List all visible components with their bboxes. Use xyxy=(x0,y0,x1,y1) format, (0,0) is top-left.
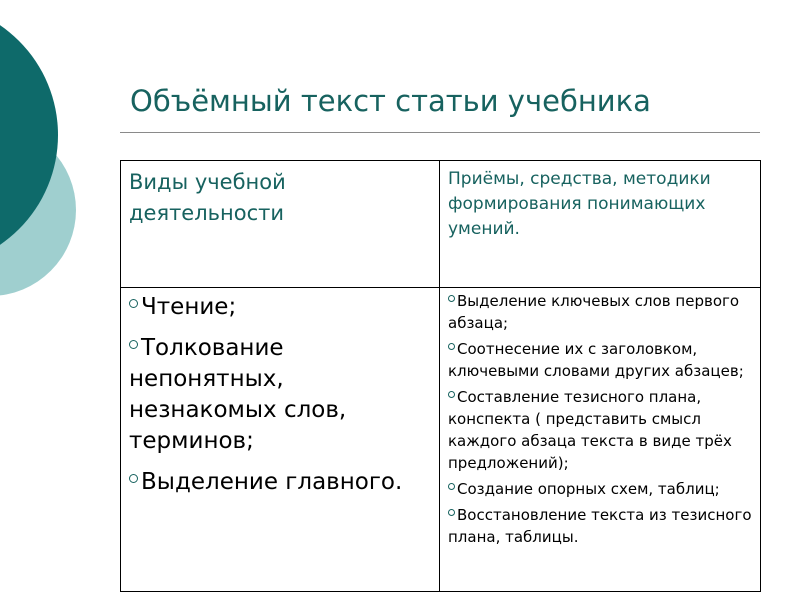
list-item xyxy=(448,338,754,382)
bullet-icon xyxy=(448,483,455,490)
methods-list xyxy=(440,288,760,548)
list-item-text: Создание опорных схем, таблиц; xyxy=(457,480,720,498)
slide-title: Объёмный текст статьи учебника xyxy=(130,84,651,118)
list-item-text: Толкование непонятных, незнакомых слов, терминов; xyxy=(129,335,347,454)
list-item-text: Чтение; xyxy=(141,294,237,320)
bullet-icon xyxy=(448,295,455,302)
methods-cell xyxy=(440,288,761,592)
bullet-icon xyxy=(448,391,455,398)
header-cell-activities xyxy=(121,161,440,288)
list-item-text: Выделение ключевых слов первого абзаца; xyxy=(448,292,740,332)
list-item xyxy=(448,504,754,548)
bullet-icon xyxy=(129,474,138,483)
header-cell-methods xyxy=(440,161,761,288)
bullet-icon xyxy=(448,509,455,516)
table-body-row xyxy=(121,288,761,592)
list-item-text: Восстановление текста из тезисного плана, таблицы. xyxy=(448,506,752,546)
list-item xyxy=(448,386,754,474)
content-table xyxy=(120,160,761,592)
header-methods-text: Приёмы, средства, методики формирования понимающих умений. xyxy=(448,169,711,239)
list-item-text: Соотнесение их с заголовком, ключевыми словами других абзацев; xyxy=(448,340,744,380)
list-item xyxy=(448,290,754,334)
bullet-icon xyxy=(129,340,138,349)
list-item xyxy=(129,467,433,498)
activities-cell xyxy=(121,288,440,592)
list-item-text: Выделение главного. xyxy=(141,469,403,495)
title-divider xyxy=(120,132,760,133)
list-item xyxy=(129,333,433,457)
list-item-text: Составление тезисного плана, конспекта ( представить смысл каждого абзаца текста в виде трёх предложений); xyxy=(448,388,732,472)
activities-list xyxy=(121,288,439,498)
bullet-icon xyxy=(448,343,455,350)
header-activities-text: Виды учебной деятельности xyxy=(129,170,286,225)
decorative-circles xyxy=(0,0,130,330)
bullet-icon xyxy=(129,299,138,308)
list-item xyxy=(448,478,754,500)
list-item xyxy=(129,292,433,323)
table-header-row xyxy=(121,161,761,288)
